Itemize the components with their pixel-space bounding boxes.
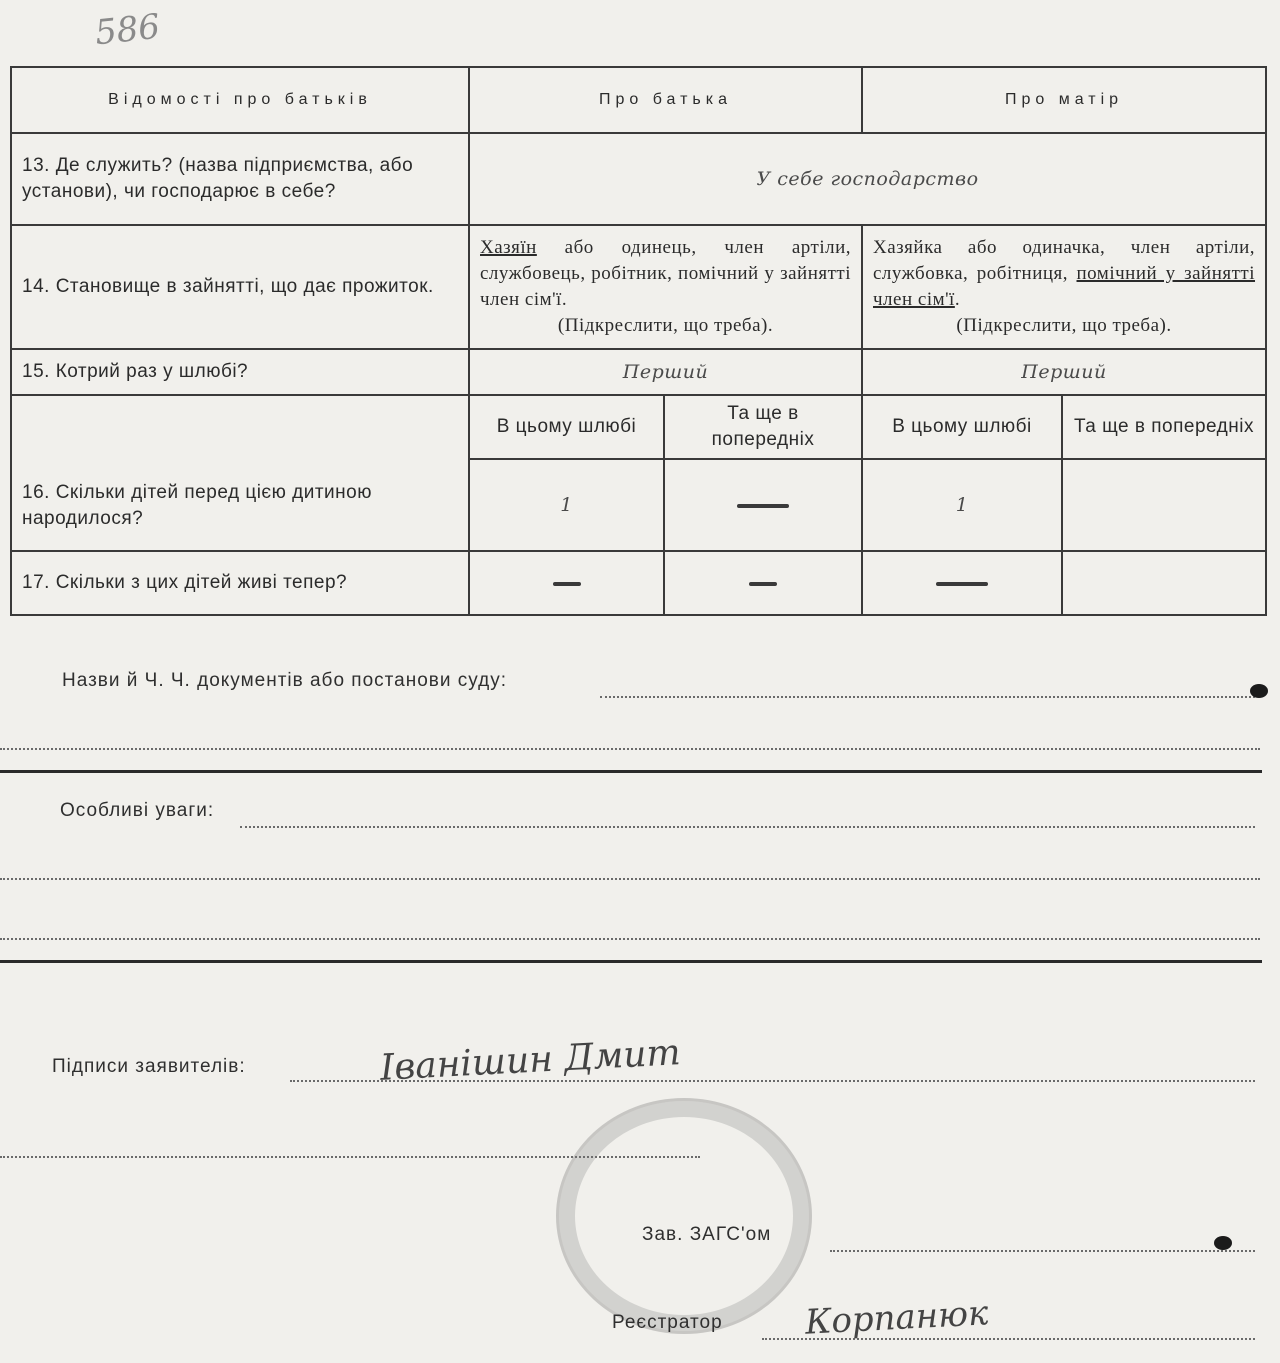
- parents-info-table: [10, 66, 1267, 616]
- subheader-mother-this-marriage: В цьому шлюбі: [862, 395, 1062, 459]
- children-born-father-this: 1: [469, 459, 664, 551]
- dash-mark: [749, 582, 777, 586]
- registrar-signature: Корпанюк: [804, 1293, 990, 1343]
- father-underlined-option: Хазяїн: [480, 237, 537, 258]
- question-13: 13. Де служить? (назва підприємства, або установи), чи господарює в себе?: [11, 133, 469, 225]
- registrar-label: Реєстратор: [612, 1312, 723, 1333]
- question-14: 14. Становище в зайнятті, що дає прожиток.: [11, 225, 469, 349]
- father-underline-note: (Підкреслити, що треба).: [557, 315, 774, 336]
- section-divider: [0, 960, 1262, 963]
- row-15: [11, 349, 1266, 395]
- header-mother: Про матір: [862, 67, 1266, 133]
- remarks-dotted-line-3: [0, 938, 1260, 940]
- mother-occupation-options: Хазяйка або одиначка, член артіли, службовка, робітниця, помічний у зайнятті член сім'ї. (Підкреслити, що треба).: [862, 225, 1266, 349]
- children-born-mother-previous: [1062, 459, 1266, 551]
- question-17: 17. Скільки з цих дітей живі тепер?: [11, 551, 469, 615]
- father-occupation-options: [469, 225, 862, 349]
- documents-dotted-line-2: [0, 748, 1260, 750]
- head-dotted-line: [830, 1250, 1255, 1252]
- pin-mark: [1214, 1236, 1232, 1250]
- documents-label: Назви й Ч. Ч. документів або постанови суду:: [62, 670, 507, 691]
- section-divider: [0, 770, 1262, 773]
- mother-underlined-option: помічний у зайнятті член сім'ї: [873, 263, 1256, 310]
- answer-13-handwritten: У себе господарство: [469, 133, 1266, 225]
- documents-dotted-line: [600, 696, 1255, 698]
- father-marriage-count: Перший: [469, 349, 862, 395]
- table-header-row: [11, 67, 1266, 133]
- mother-underline-note: (Підкреслити, що треба).: [956, 315, 1172, 336]
- row-13: [11, 133, 1266, 225]
- dash-mark: [936, 582, 988, 586]
- children-alive-father-previous: [664, 551, 862, 615]
- subheader-mother-previous: Та ще в попередніх: [1062, 395, 1266, 459]
- applicants-label: Підписи заявителів:: [52, 1056, 246, 1077]
- header-parents-info: Відомості про батьків: [11, 67, 469, 133]
- dash-mark: [737, 504, 789, 508]
- remarks-dotted-line: [240, 826, 1255, 828]
- question-15: 15. Котрий раз у шлюбі?: [11, 349, 469, 395]
- father-options-text: або одинець, член артіли, службовець, робітник, помічний у зайнятті член сім'ї.: [480, 237, 851, 310]
- official-seal: [556, 1098, 812, 1334]
- children-born-father-previous: [664, 459, 862, 551]
- row-14: [11, 225, 1266, 349]
- row-16-subheader: [11, 395, 1266, 459]
- remarks-label: Особливі уваги:: [60, 800, 215, 821]
- subheader-father-previous: Та ще в попередніх: [664, 395, 862, 459]
- header-father: Про батька: [469, 67, 862, 133]
- children-born-mother-this: 1: [862, 459, 1062, 551]
- mother-marriage-count: Перший: [862, 349, 1266, 395]
- dash-mark: [553, 582, 581, 586]
- children-alive-father-this: [469, 551, 664, 615]
- pin-mark: [1250, 684, 1268, 698]
- children-alive-mother-this: [862, 551, 1062, 615]
- mother-options-text: Хазяйка або одиначка, член артіли, службовка, робітниця,: [873, 237, 1256, 284]
- children-alive-mother-previous: [1062, 551, 1266, 615]
- row-17: [11, 551, 1266, 615]
- remarks-dotted-line-2: [0, 878, 1260, 880]
- applicant-signature: Іванішин Дмит: [379, 1032, 682, 1089]
- head-label: Зав. ЗАГС'ом: [642, 1224, 772, 1245]
- subheader-father-this-marriage: В цьому шлюбі: [469, 395, 664, 459]
- question-16: 16. Скільки дітей перед цією дитиною народилося?: [11, 395, 469, 551]
- archive-number-mark: 586: [93, 6, 162, 54]
